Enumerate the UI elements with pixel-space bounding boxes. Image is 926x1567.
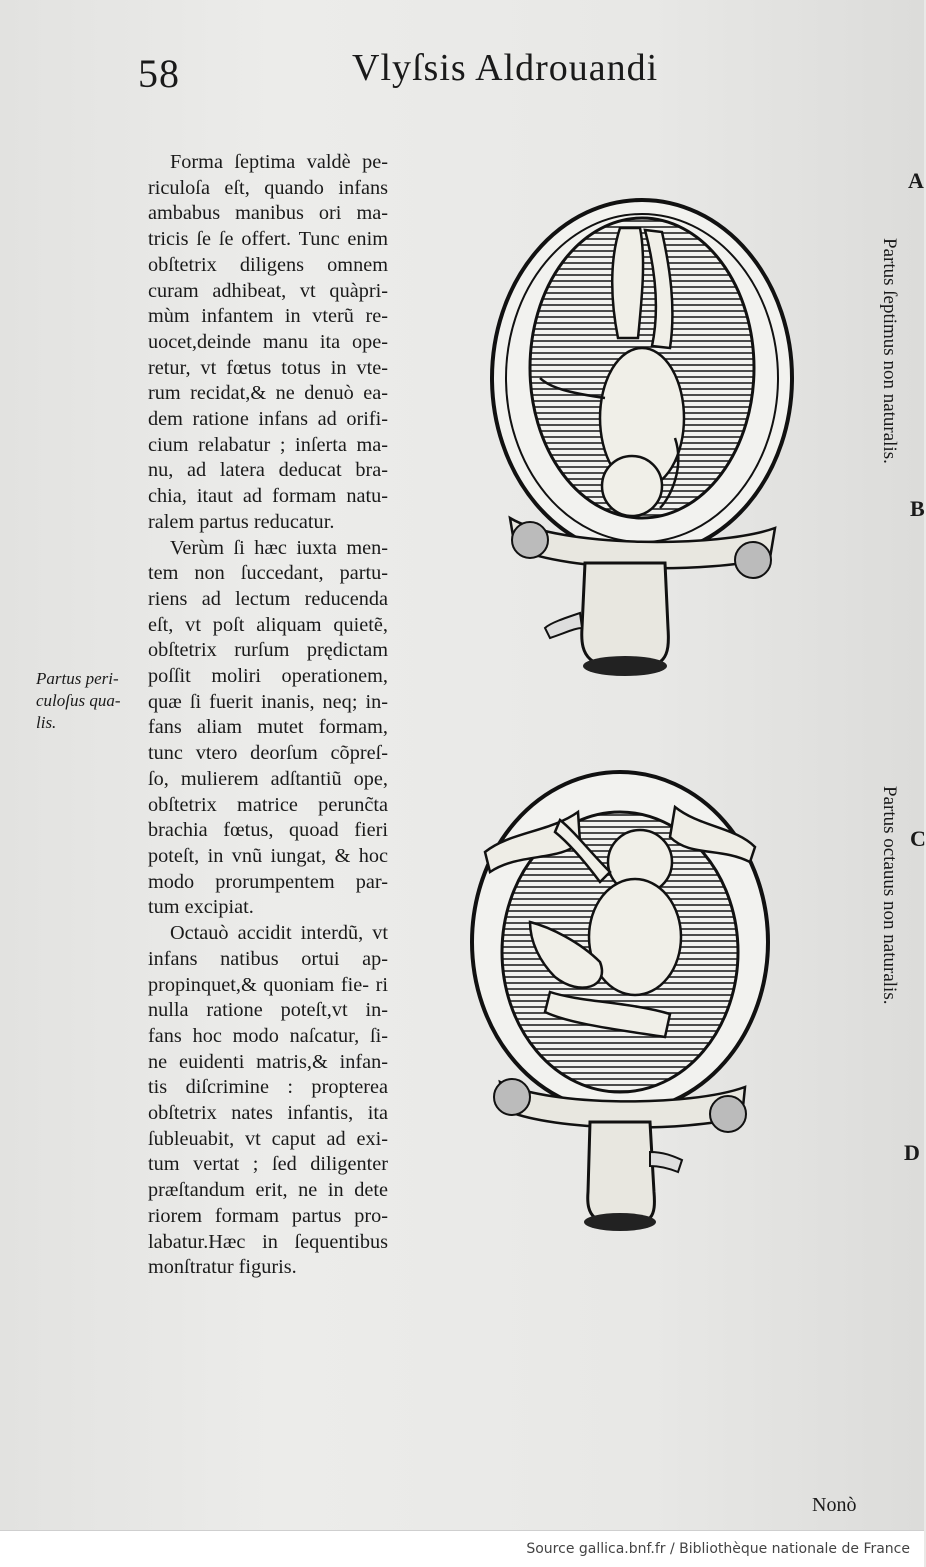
source-footer [0,1530,924,1567]
catchword: Nonò [812,1494,857,1516]
edge-letter-b: B [910,496,925,521]
figure-caption-octauus: Partus octauus non naturalis. [879,786,900,1005]
woodcut-figure-septimus [470,188,810,688]
paragraph-2: Verùm ſi hæc iuxta men- tem non ſuccedant, partu- riens ad lectum reducenda eſt, vt poſt aliquam quietẽ, obſtetrix rurſum prędictam poſſit moliri operationem, quæ ſi fuerit inanis, neq; in- fans aliam mutet formam, tunc vtero deorſum cõpreſ- ſo, mulierem adſtantiũ ope, obſtetrix matrice perunc̃ta brachia fœtus, quoad fieri poteſt, in vnũ iungat, & hoc modo prorumpentem par- tum excipiat. [148,536,388,919]
edge-letter-d: D [904,1140,920,1165]
paragraph-3: Octauò accidit interdũ, vt infans natibus ortui ap- propinquet,& quoniam fie- ri nulla ratione poteſt,vt in- fans hoc modo naſcatur, ſi- ne euidenti matris,& infan- tis diſcrimine : propterea obſtetrix nates infantis, ita ſubleuabit, vt caput ad exi- tum vertat ; ſed diligenter præſtandum erit, ne in dete riorem formam partus pro- labatur.Hæc in ſequentibus monſtratur figuris. [148,922,388,1279]
woodcut-figure-octauus [460,752,780,1232]
edge-letter-c: C [910,826,926,851]
page-number: 58 [138,51,180,96]
running-head: Vlyſsis Aldrouandi [352,47,659,89]
margin-note: Partus peri- culoſus qua- lis. [36,669,121,732]
source-credit: Source gallica.bnf.fr / Bibliothèque nationale de France [526,1541,910,1557]
figure-caption-septimus: Partus ſeptimus non naturalis. [879,238,900,464]
body-text [148,150,388,1281]
edge-letter-a: A [908,168,924,193]
paragraph-1: Forma ſeptima valdè pe- riculoſa eſt, quando infans ambabus manibus ori ma- tricis ſe ſe offert. Tunc enim obſtetrix diligens omnem curam adhibeat, vt quàpri- mùm infantem in vterũ re- uocet,deinde manu ita ope- retur, vt fœtus totus in vte- rum recidat,& ne denuò ea- dem ratione infans ad orifi- cium relabatur ; inſerta ma- nu, ad latera deducat bra- chia, itaut ad formam natu- ralem partus reducatur. [148,151,388,533]
